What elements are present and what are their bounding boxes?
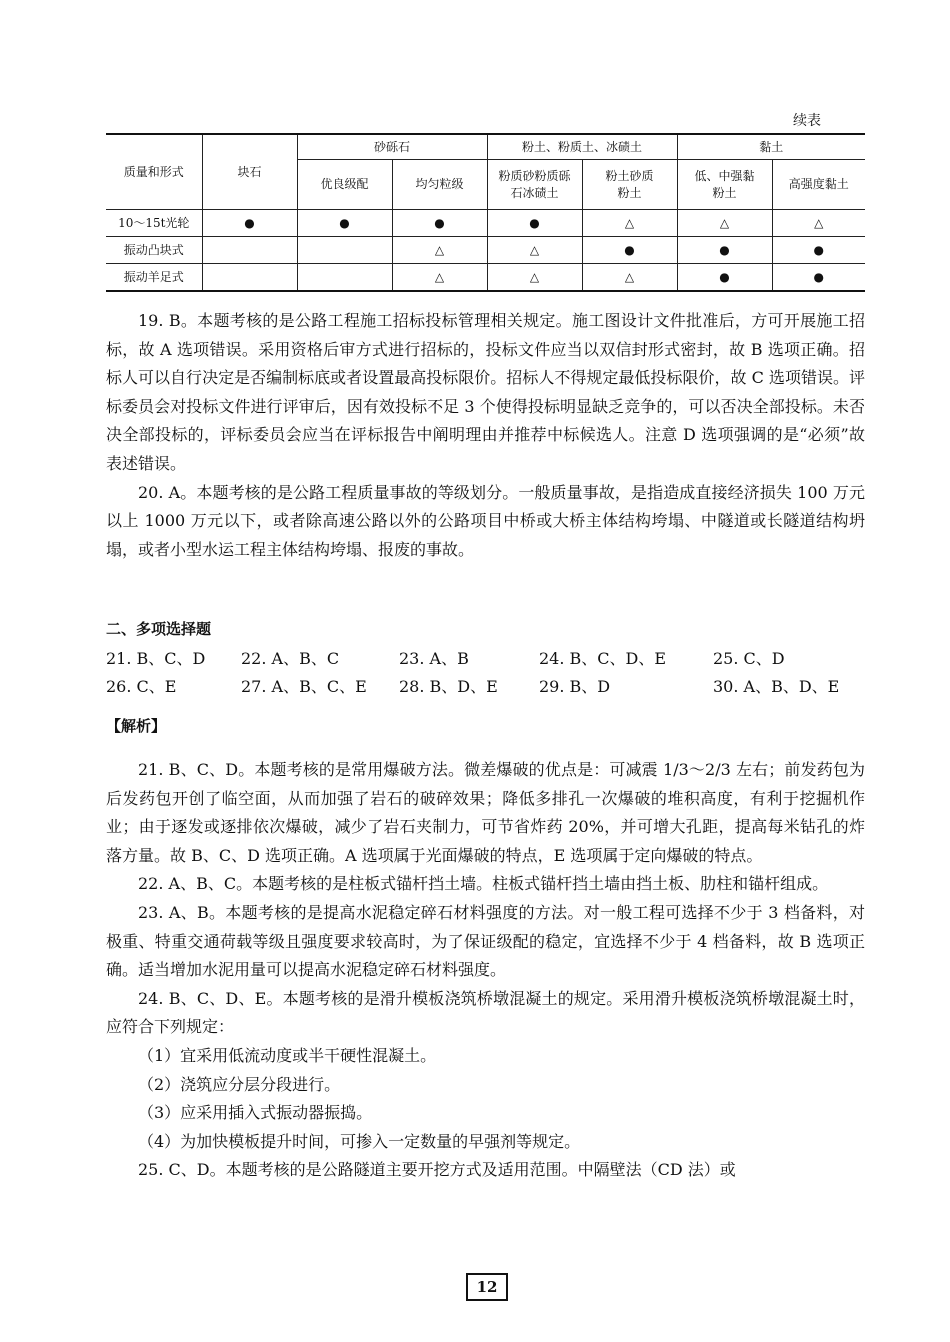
section-title-multiple-choice: 二、多项选择题	[106, 620, 212, 638]
explanation-25: 25. C、D。本题考核的是公路隧道主要开挖方式及适用范围。中隔壁法（CD 法）或	[138, 1160, 736, 1180]
table-cell: △	[392, 264, 487, 292]
table-cell: △	[392, 237, 487, 264]
table-cell: ●	[487, 210, 582, 237]
table-cell: ●	[297, 210, 392, 237]
row-label: 10～15t光轮	[106, 210, 202, 237]
explanation-21: 21. B、C、D。本题考核的是常用爆破方法。微差爆破的优点是：可减震 1/3～2/3 左右；前发药包为后发药包开创了临空面，从而加强了岩石的破碎效果；降低多排孔一次爆破的堆积高度，有利于挖掘机作业；由于逐发或逐排依次爆破，减少了岩石夹制力，可节省炸药 20%，并可增大孔距，提高每米钻孔的炸落方量。故 B、C、D 选项正确。A 选项属于光面爆破的特点，E 选项属于定向爆破的特点。	[106, 760, 865, 865]
table-cell: ●	[582, 237, 677, 264]
table-cell	[202, 264, 297, 292]
answer-29: 29. B、D	[539, 677, 611, 696]
table-cell	[202, 237, 297, 264]
table-row	[106, 264, 865, 292]
table-cell: △	[677, 210, 772, 237]
page-number: 12	[466, 1273, 508, 1301]
answer-21: 21. B、C、D	[106, 649, 206, 668]
explanation-20: 20. A。本题考核的是公路工程质量事故的等级划分。一般质量事故，是指造成直接经济损失 100 万元以上 1000 万元以下，或者除高速公路以外的公路项目中桥或大桥主体结构垮塌、中隧道或长隧道结构坍塌，或者小型水运工程主体结构垮塌、报废的事故。	[106, 482, 865, 559]
table-cell: ●	[772, 264, 865, 292]
header-stone: 块石	[202, 134, 297, 210]
explanation-block-single	[106, 307, 865, 564]
compaction-table	[106, 133, 865, 292]
list-item: （3）应采用插入式振动器振捣。	[138, 1103, 373, 1123]
list-item: （2）浇筑应分层分段进行。	[138, 1074, 341, 1094]
header-clay-high: 高强度黏土	[772, 160, 865, 210]
continued-table-label: 续表	[793, 113, 821, 129]
explanation-22: 22. A、B、C。本题考核的是柱板式锚杆挡土墙。柱板式锚杆挡土墙由挡土板、肋柱和锚杆组成。	[138, 874, 829, 894]
header-clay-low-text: 低、中强黏粉土	[694, 168, 755, 200]
header-gravel-uniform: 均匀粒级	[392, 160, 487, 210]
header-silt-sand-text: 粉土砂质粉土	[605, 168, 654, 200]
table-cell: ●	[392, 210, 487, 237]
table-cell	[297, 264, 392, 292]
table-row	[106, 237, 865, 264]
table-corner-header: 质量和形式	[106, 134, 202, 210]
list-item: （1）宜采用低流动度或半干硬性混凝土。	[138, 1045, 437, 1065]
explanation-23: 23. A、B。本题考核的是提高水泥稳定碎石材料强度的方法。对一般工程可选择不少于 3 档备料，对极重、特重交通荷载等级且强度要求较高时，为了保证级配的稳定，宜选择不少于 4 档备料，故 B 选项正确。适当增加水泥用量可以提高水泥稳定碎石材料强度。	[106, 902, 865, 980]
table-cell: △	[487, 237, 582, 264]
answer-25: 25. C、D	[713, 649, 785, 668]
table-row	[106, 210, 865, 237]
answer-30: 30. A、B、D、E	[713, 677, 840, 696]
header-group-clay: 黏土	[677, 134, 865, 160]
table-cell: ●	[772, 237, 865, 264]
explanation-24: 24. B、C、D、E。本题考核的是滑升模板浇筑桥墩混凝土的规定。采用滑升模板浇筑桥墩混凝土时，应符合下列规定：	[106, 988, 865, 1037]
table-cell: ●	[202, 210, 297, 237]
list-item: （4）为加快模板提升时间，可掺入一定数量的早强剂等规定。	[138, 1131, 581, 1151]
section-title-analysis: 【解析】	[106, 717, 167, 735]
header-group-gravel: 砂砾石	[297, 134, 487, 160]
answer-24: 24. B、C、D、E	[539, 649, 667, 668]
answer-26: 26. C、E	[106, 677, 177, 696]
header-silt-sand	[582, 160, 677, 210]
answer-28: 28. B、D、E	[399, 677, 498, 696]
header-silt-gravel-text: 粉质砂粉质砾石冰碛土	[498, 168, 571, 200]
answer-23: 23. A、B	[399, 649, 469, 668]
table-cell: △	[772, 210, 865, 237]
header-gravel-well-graded: 优良级配	[297, 160, 392, 210]
explanation-block-multiple	[106, 756, 865, 1185]
table-cell: ●	[677, 264, 772, 292]
table-cell: △	[487, 264, 582, 292]
row-label: 振动羊足式	[106, 264, 202, 292]
table-cell: ●	[677, 237, 772, 264]
table-cell: △	[582, 210, 677, 237]
header-clay-low	[677, 160, 772, 210]
table-cell	[297, 237, 392, 264]
header-silt-gravel	[487, 160, 582, 210]
header-group-silt: 粉土、粉质土、冰碛土	[487, 134, 677, 160]
table-cell: △	[582, 264, 677, 292]
row-label: 振动凸块式	[106, 237, 202, 264]
explanation-19: 19. B。本题考核的是公路工程施工招标投标管理相关规定。施工图设计文件批准后，方可开展施工招标，故 A 选项错误。采用资格后审方式进行招标的，投标文件应当以双信封形式密封，故 B 选项正确。招标人可以自行决定是否编制标底或者设置最高投标限价。招标人不得规定最低投标限价，故 C 选项错误。评标委员会对投标文件进行评审后，因有效投标不足 3 个使得投标明显缺乏竞争的，可以否决全部投标。未否决全部投标的，评标委员会应当在评标报告中阐明理由并推荐中标候选人。注意 D 选项强调的是“必须”故表述错误。	[106, 311, 865, 473]
answer-22: 22. A、B、C	[241, 649, 340, 668]
answer-27: 27. A、B、C、E	[241, 677, 367, 696]
